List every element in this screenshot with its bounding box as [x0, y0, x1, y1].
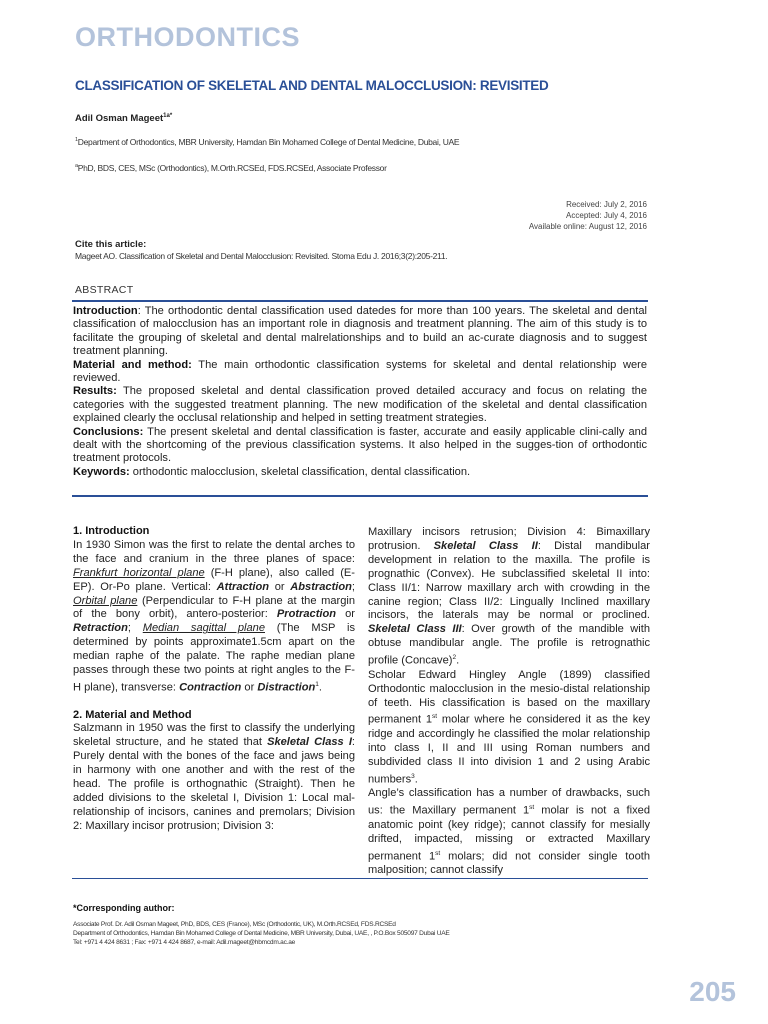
- accepted-date: Accepted: July 4, 2016: [566, 211, 647, 220]
- corresponding-heading: *Corresponding author:: [73, 903, 175, 913]
- abstract-body: [73, 305, 647, 479]
- cite-heading: Cite this article:: [75, 239, 147, 250]
- journal-section-title: ORTHODONTICS: [75, 22, 300, 52]
- online-date: Available online: August 12, 2016: [528, 222, 647, 231]
- corresponding-line-2: Department of Orthodontics, Hamdan Bin Mohamed College of Dental Medicine, MBR University, Dubai, UAE, , P.O.Box 505097 Dubai UAE: [73, 930, 450, 937]
- corresponding-line-3: Tel: +971 4 424 8631 ; Fax: +971 4 424 8687, e-mail: Adil.mageet@hbmcdm.ac.ae: [73, 939, 296, 946]
- left-column: [73, 525, 355, 834]
- author-name: Adil Osman Mageet: [75, 113, 164, 125]
- abstract-results: Results: The proposed skeletal and dental classification proved detailed accuracy and focus on relating the categories with the suggested treatment planning. The new modification of the skeletal and dental classification explained clearly the occlusal relationship and helped in setting treatment strategies.: [73, 385, 647, 425]
- abstract-introduction: Introduction: The orthodontic dental classification used datedes for more than 100 years. The skeletal and dental classification of malocclusion has an important role in diagnosis and treatment planning. The aim of this study is to facilitate the grouping of skeletal and dental malrelationships and to build an ac-curate diagnosis and to suggest treatment planning.: [73, 305, 647, 358]
- author-marks: 1a*: [163, 113, 173, 119]
- affiliation-a: $^a$PhD, BDS, CES, MSc (Orthodontics), M.Orth.RCSEd, FDS.RCSEd, Associate Professor: [75, 163, 387, 173]
- angle-paragraph: Scholar Edward Hingley Angle (1899) classified Orthodontic malocclusion in the mesio-distal relationship of teeth. His classification is based on the maxillary permanent 1st molar where he considered it as the key ridge and accordingly he classified the molar relationship into class I, II and III using Roman numbers and subdivided class II into division 1 and 2 using Arabic numbers$^3$.: [368, 668, 650, 786]
- introduction-heading: 1. Introduction: [73, 525, 150, 537]
- abstract-conclusions: Conclusions: The present skeletal and dental classification is faster, accurate and easily applicable clini-cally and dealt with the shortcoming of the previous classification systems. It also helped in the sugges-tion of orthodontic treatment protocols.: [73, 425, 647, 465]
- cite-text: Mageet AO. Classification of Skeletal and Dental Malocclusion: Revisited. Stoma Edu J. 2016;3(2):205-211.: [75, 251, 448, 261]
- abstract-keywords: Keywords: orthodontic malocclusion, skeletal classification, dental classification.: [73, 465, 471, 478]
- article-dates: [529, 199, 647, 232]
- right-column-flow: [368, 526, 651, 877]
- page-number: 205: [689, 976, 736, 1007]
- corresponding-line-1: Associate Prof. Dr. Adil Osman Mageet, PhD, BDS, CES (France), MSc (Orthodontic, UK), M.Orth.RCSEd, FDS.RCSEd: [73, 921, 396, 928]
- introduction-paragraph: In 1930 Simon was the first to relate the dental arches to the face and cranium in the three planes of space: Frankfurt horizontal plane (F-H plane), also called (E-EP). Or-Po plane. Vertical: Attraction or Abstraction; Orbital plane (Perpendicular to F-H plane at the margin of the bony orbit), antero-posterior: Protraction or Retraction; Median sagittal plane (The MSP is determined by points approximate1.5cm apart on the median raphe of the palate. The raphe median plane passes through these two points at right angles to the F-H plane), transverse: Contraction or Distraction$^1$.: [73, 538, 356, 694]
- received-date: Received: July 2, 2016: [566, 200, 647, 209]
- article-title: CLASSIFICATION OF SKELETAL AND DENTAL MALOCCLUSION: REVISITED: [75, 78, 549, 93]
- footnote-rule: [72, 878, 648, 879]
- abstract-heading: ABSTRACT: [75, 284, 134, 296]
- abstract-top-rule: [72, 300, 648, 302]
- affiliation-1: $^1$Department of Orthodontics, MBR University, Hamdan Bin Mohamed College of Dental Medicine, Dubai, UAE: [75, 137, 460, 147]
- abstract-method: Material and method: The main orthodontic classification systems for skeletal and dental relationship were reviewed.: [73, 358, 647, 385]
- abstract-bottom-rule: [72, 495, 648, 497]
- drawbacks-paragraph: Angle’s classification has a number of drawbacks, such us: the Maxillary permanent 1st molar is not a fixed anatomic point (key ridge); cannot classify for mesially drifted, impacted, missing or extracted Maxillary permanent 1st molars; did not consider single tooth malposition; cannot classify: [368, 787, 650, 877]
- method-paragraph: Salzmann in 1950 was the first to classify the underlying skeletal structure, and he stated that Skeletal Class I: Purely dental with the bones of the face and jaws being in harmony with one another and with the rest of the head. The profile is orthognathic (Straight). Then he added divisions to the skeletal I, Division 1: Local mal-relationship of incisors, canines and premolars; Division 2: Maxillary incisor protrusion; Division 3:: [73, 722, 355, 832]
- method-paragraph-continued: Maxillary incisors retrusion; Division 4: Bimaxillary protrusion. Skeletal Class II: Distal mandibular development in relation to the maxilla. The profile is prognathic (Convex). He subclassified skeletal II into: Class II/1: Narrow maxillary arch with crowding in the canine region; Class II/2: Lingually Inclined maxillary incisors, the laterals may be normal or proclined. Skeletal Class III: Over growth of the mandible with obtuse mandibular angle. The profile is retrognathic profile (Concave)$^2$.: [368, 526, 651, 667]
- author-line: [75, 113, 172, 124]
- method-heading: 2. Material and Method: [73, 708, 192, 721]
